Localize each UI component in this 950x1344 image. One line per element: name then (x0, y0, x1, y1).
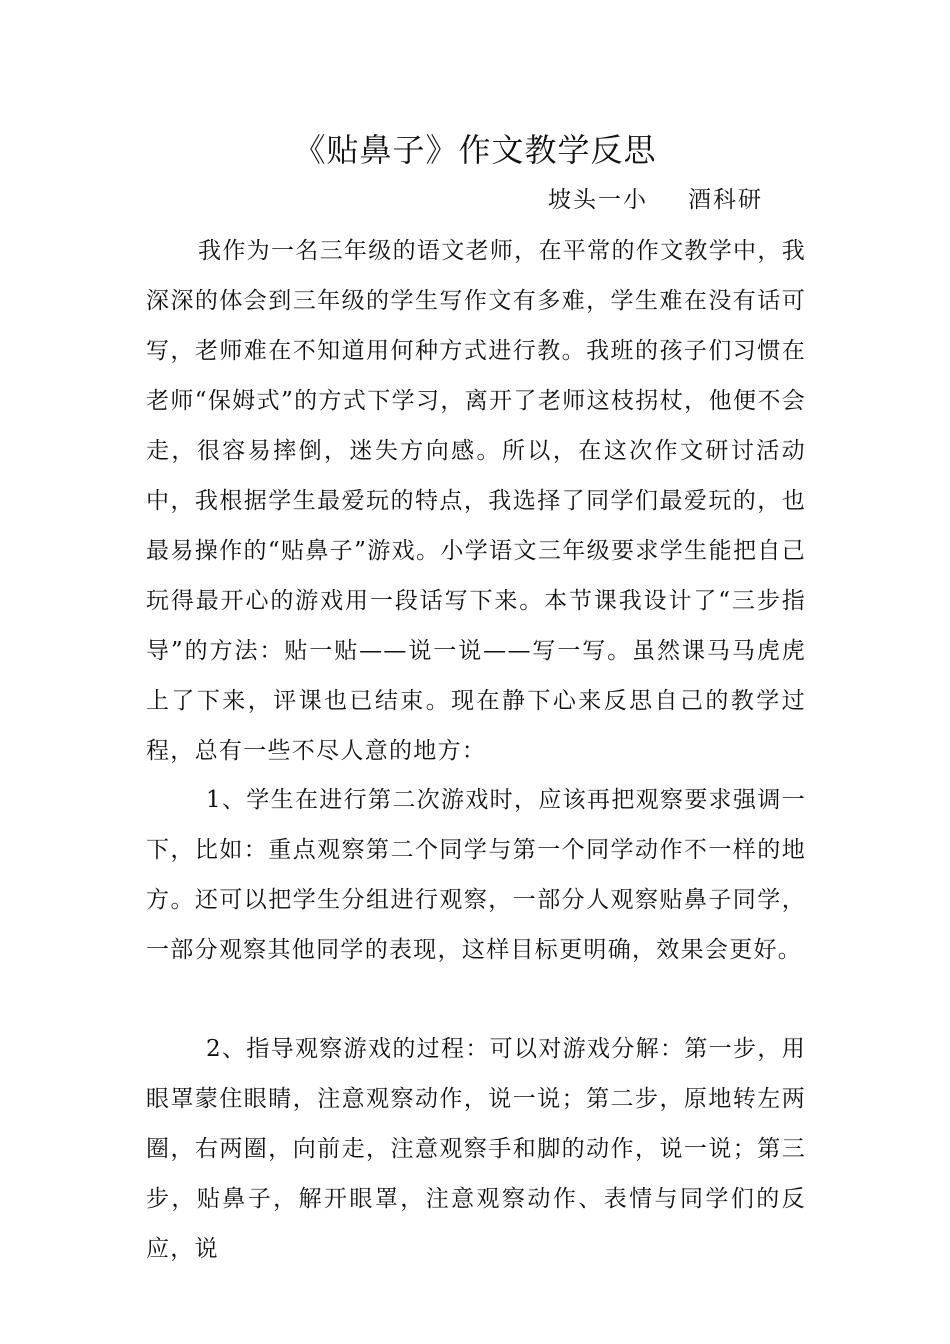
byline (548, 184, 763, 216)
paragraph-intro: 我作为一名三年级的语文老师，在平常的作文教学中，我深深的体会到三年级的学生写作文有多难，学生难在没有话可写，老师难在不知道用何种方式进行教。我班的孩子们习惯在老师“保姆式”的方式下学习，离开了老师这枝拐杖，他便不会走，很容易摔倒，迷失方向感。所以，在这次作文研讨活动中，我根据学生最爱玩的特点，我选择了同学们最爱玩的，也最易操作的“贴鼻子”游戏。小学语文三年级要求学生能把自己玩得最开心的游戏用一段话写下来。本节课我设计了“三步指导”的方法：贴一贴——说一说——写一写。虽然课马马虎虎上了下来，评课也已结束。现在静下心来反思自己的教学过程，总有一些不尽人意的地方： (146, 238, 806, 764)
author-name: 酒科研 (688, 187, 763, 213)
paragraph-point-2: 2、指导观察游戏的过程：可以对游戏分解：第一步，用眼罩蒙住眼睛，注意观察动作，说一说；第二步，原地转左两圈，右两圈，向前走，注意观察手和脚的动作，说一说；第三步，贴鼻子，解开眼罩，注意观察动作、表情与同学们的反应，说 (146, 1036, 806, 1262)
document-title: 《贴鼻子》作文教学反思 (293, 131, 657, 169)
school-name: 坡头一小 (548, 187, 648, 213)
paragraph-point-1: 1、学生在进行第二次游戏时，应该再把观察要求强调一下，比如：重点观察第二个同学与第一个同学动作不一样的地方。还可以把学生分组进行观察，一部分人观察贴鼻子同学，一部分观察其他同学的表现，这样目标更明确，效果会更好。 (146, 787, 806, 963)
